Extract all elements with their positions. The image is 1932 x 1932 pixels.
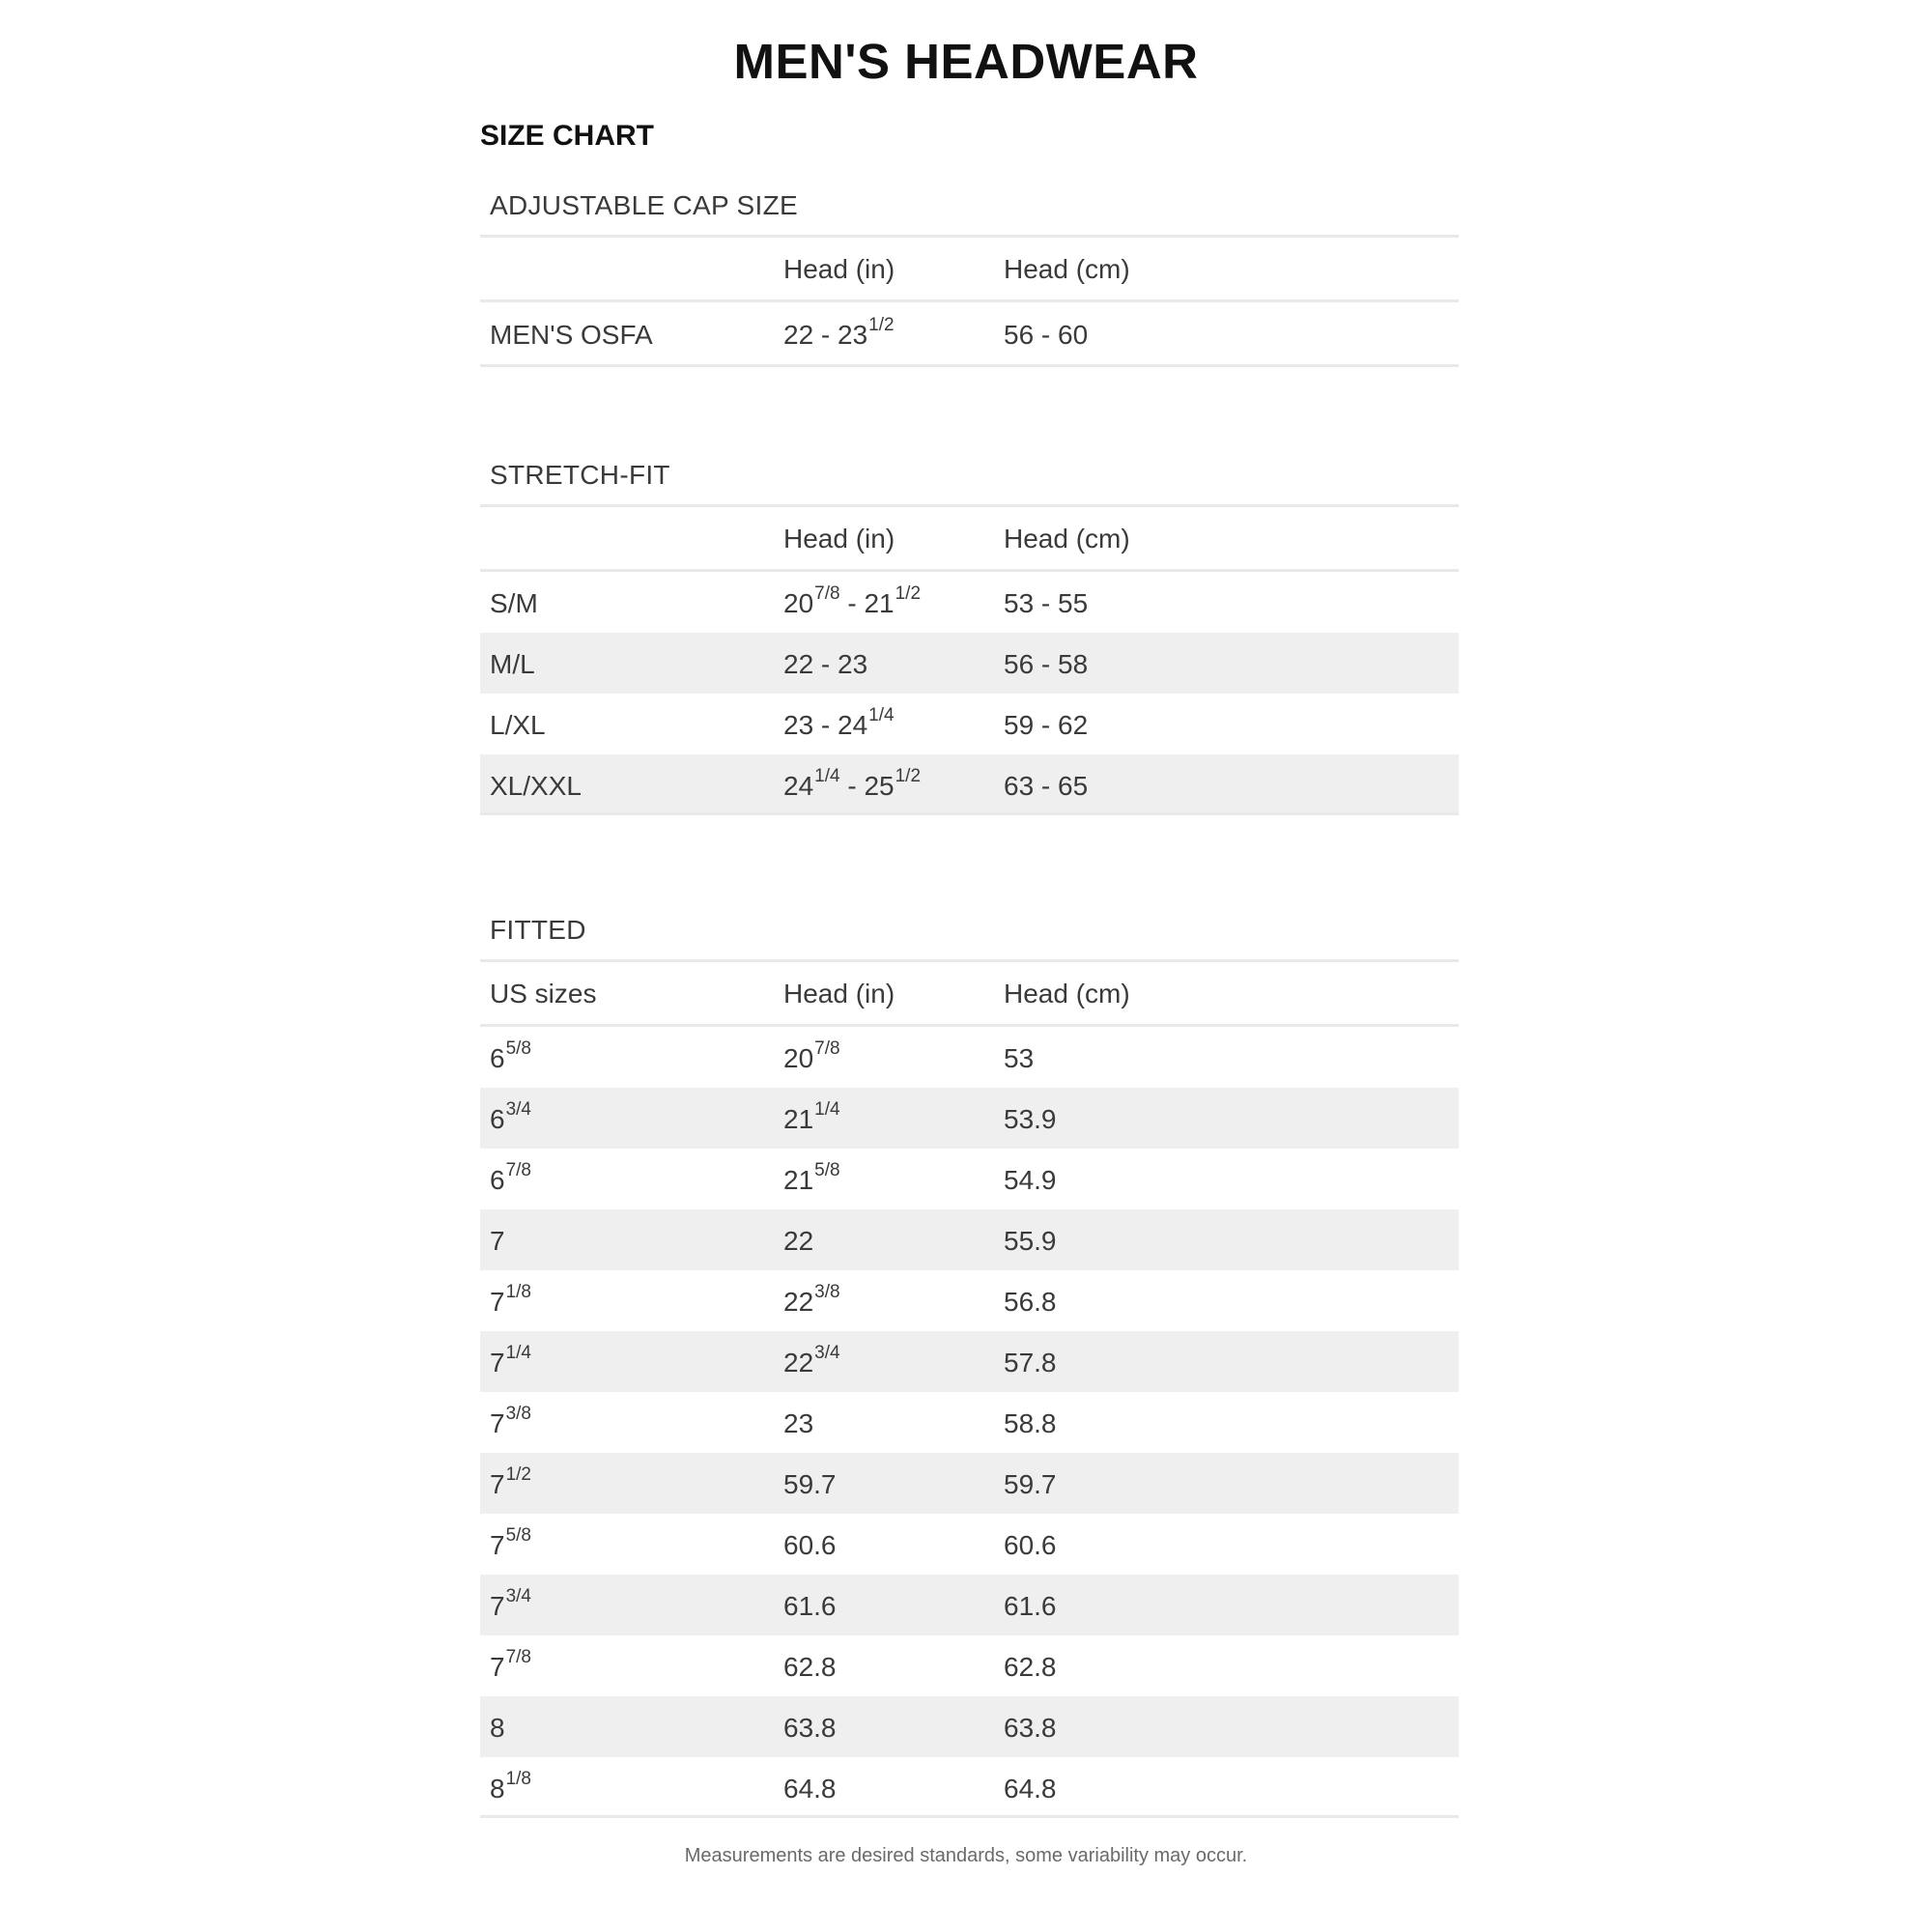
us-size-value: 8: [490, 1713, 505, 1743]
us-size-value: 7: [490, 1591, 505, 1621]
head-in-cell: [774, 572, 994, 633]
us-size-fraction: 5/8: [505, 1037, 531, 1059]
head-cm-cell: 53: [1004, 1043, 1035, 1073]
head-in-cell: [774, 1453, 994, 1514]
fitted-table-body: [480, 1027, 1459, 1818]
us-size-value: 7: [490, 1530, 505, 1560]
head-in-value: 61.6: [783, 1591, 837, 1621]
us-size-value: 7: [490, 1348, 505, 1378]
stretch-header-row: [480, 507, 1459, 572]
head-in-cell: [774, 1027, 994, 1088]
us-size-cell: [480, 1757, 774, 1815]
head-in-value: 23: [783, 1408, 814, 1438]
table-row: [480, 694, 1459, 754]
head-in-value: 23 - 24: [783, 710, 868, 740]
table-row: [480, 1635, 1459, 1696]
size-chart-heading: SIZE CHART: [480, 120, 654, 152]
page-title: MEN'S HEADWEAR: [733, 34, 1199, 89]
head-in-cell: [774, 1088, 994, 1149]
head-cm-cell: 58.8: [1004, 1408, 1057, 1438]
us-size-fraction: 3/8: [505, 1403, 531, 1424]
us-size-fraction: 1/2: [505, 1463, 531, 1485]
adjustable-header-row: [480, 238, 1459, 302]
head-in-cell: [774, 1575, 994, 1635]
us-size-value: 7: [490, 1408, 505, 1438]
us-size-cell: [480, 1027, 774, 1088]
head-cm-cell: 57.8: [1004, 1348, 1057, 1378]
us-size-value: 6: [490, 1165, 505, 1195]
head-in-cell: [774, 694, 994, 754]
header-head-cm: Head (cm): [1004, 524, 1130, 554]
us-size-cell: [480, 1514, 774, 1575]
table-row: [480, 1027, 1459, 1088]
head-in-value: 24: [783, 771, 814, 801]
adjustable-cap-table: [480, 173, 1459, 367]
header-head-in: Head (in): [783, 524, 895, 554]
table-row: [480, 1270, 1459, 1331]
table-row: [480, 1696, 1459, 1757]
table-row: [480, 1331, 1459, 1392]
head-cm-cell: 61.6: [1004, 1591, 1057, 1621]
us-size-fraction: 1/8: [505, 1768, 531, 1789]
head-in-cell: [774, 1392, 994, 1453]
head-cm-cell: 53 - 55: [1004, 588, 1089, 618]
us-size-cell: [480, 1209, 774, 1270]
stretch-fit-table: [480, 442, 1459, 815]
us-size-value: 8: [490, 1774, 505, 1804]
head-in-fraction: 3/8: [814, 1281, 840, 1302]
table-row: [480, 1453, 1459, 1514]
us-size-fraction: 5/8: [505, 1524, 531, 1546]
table-row: [480, 302, 1459, 367]
head-in-value: 20: [783, 1043, 814, 1073]
head-in-value: 21: [783, 1165, 814, 1195]
table-row: [480, 754, 1459, 815]
head-in-fraction-max: 1/2: [895, 765, 922, 786]
us-size-cell: [480, 1270, 774, 1331]
us-size-fraction: 1/4: [505, 1342, 531, 1363]
head-in-value: 22: [783, 1348, 814, 1378]
head-cm-cell: 62.8: [1004, 1652, 1057, 1682]
head-in-cell: [774, 1696, 994, 1757]
head-in-value: 62.8: [783, 1652, 837, 1682]
us-size-cell: [480, 1696, 774, 1757]
measurement-disclaimer: Measurements are desired standards, some variability may occur.: [684, 1845, 1248, 1866]
header-head-cm: Head (cm): [1004, 979, 1130, 1009]
head-cm-cell: 64.8: [1004, 1774, 1057, 1804]
head-in-cell: [774, 1514, 994, 1575]
head-in-cell: [774, 1209, 994, 1270]
fitted-header-row: [480, 962, 1459, 1027]
us-size-cell: [480, 1331, 774, 1392]
table-row: [480, 1757, 1459, 1818]
head-in-fraction: 3/4: [814, 1342, 840, 1363]
size-cell: S/M: [490, 588, 538, 618]
head-in-value: 59.7: [783, 1469, 837, 1499]
head-in-cell: [774, 1757, 994, 1815]
head-in-fraction: 7/8: [814, 582, 840, 604]
head-in-cell: [774, 302, 994, 364]
fitted-table: [480, 897, 1459, 1818]
table-row: [480, 1209, 1459, 1270]
head-in-value: 64.8: [783, 1774, 837, 1804]
table-row: [480, 1575, 1459, 1635]
head-in-cell: [774, 1635, 994, 1696]
head-cm-cell: 54.9: [1004, 1165, 1057, 1195]
head-in-fraction: 1/4: [814, 765, 840, 786]
head-cm-cell: 55.9: [1004, 1226, 1057, 1256]
us-size-fraction: 7/8: [505, 1159, 531, 1180]
table-row: [480, 1149, 1459, 1209]
head-in-fraction-max: 1/2: [895, 582, 922, 604]
us-size-value: 6: [490, 1104, 505, 1134]
us-size-cell: [480, 1088, 774, 1149]
us-size-cell: [480, 1635, 774, 1696]
head-in-value-max: - 25: [839, 771, 895, 801]
head-in-cell: [774, 633, 994, 694]
header-head-in: Head (in): [783, 979, 895, 1009]
head-in-value: 22 - 23: [783, 320, 868, 350]
head-in-value: 20: [783, 588, 814, 618]
table-row: [480, 1392, 1459, 1453]
head-in-fraction: 7/8: [814, 1037, 840, 1059]
header-head-cm: Head (cm): [1004, 254, 1130, 284]
us-size-value: 7: [490, 1287, 505, 1317]
us-size-fraction: 3/4: [505, 1098, 531, 1120]
head-in-cell: [774, 1149, 994, 1209]
header-us-sizes: US sizes: [490, 979, 597, 1009]
head-cm-cell: 56 - 60: [1004, 320, 1089, 350]
size-cell: L/XL: [490, 710, 546, 740]
adjustable-section-title: ADJUSTABLE CAP SIZE: [480, 173, 1459, 238]
head-in-fraction: 1/2: [868, 314, 895, 335]
head-cm-cell: 59 - 62: [1004, 710, 1089, 740]
size-cell: MEN'S OSFA: [490, 320, 653, 350]
head-cm-cell: 59.7: [1004, 1469, 1057, 1499]
head-cm-cell: 63.8: [1004, 1713, 1057, 1743]
head-in-cell: [774, 1270, 994, 1331]
stretch-section-title: STRETCH-FIT: [480, 442, 1459, 507]
head-in-value: 21: [783, 1104, 814, 1134]
us-size-fraction: 1/8: [505, 1281, 531, 1302]
head-cm-cell: 53.9: [1004, 1104, 1057, 1134]
head-in-fraction: 5/8: [814, 1159, 840, 1180]
us-size-value: 7: [490, 1226, 505, 1256]
table-row: [480, 633, 1459, 694]
header-size: [480, 238, 774, 299]
us-size-value: 7: [490, 1469, 505, 1499]
head-in-value-max: - 21: [839, 588, 895, 618]
us-size-cell: [480, 1453, 774, 1514]
head-in-cell: [774, 1331, 994, 1392]
us-size-cell: [480, 1149, 774, 1209]
us-size-fraction: 3/4: [505, 1585, 531, 1606]
head-in-value: 63.8: [783, 1713, 837, 1743]
us-size-value: 7: [490, 1652, 505, 1682]
table-row: [480, 572, 1459, 633]
us-size-value: 6: [490, 1043, 505, 1073]
head-cm-cell: 63 - 65: [1004, 771, 1089, 801]
table-row: [480, 1514, 1459, 1575]
header-head-in: Head (in): [783, 254, 895, 284]
table-row: [480, 1088, 1459, 1149]
size-cell: XL/XXL: [490, 771, 582, 801]
us-size-cell: [480, 1575, 774, 1635]
head-in-value: 22: [783, 1226, 814, 1256]
header-size: [480, 507, 774, 569]
fitted-section-title: FITTED: [480, 897, 1459, 962]
head-in-value: 60.6: [783, 1530, 837, 1560]
head-in-value: 22: [783, 1287, 814, 1317]
head-cm-cell: 56.8: [1004, 1287, 1057, 1317]
size-cell: M/L: [490, 649, 535, 679]
us-size-fraction: 7/8: [505, 1646, 531, 1667]
head-in-value: 22 - 23: [783, 649, 868, 679]
head-cm-cell: 60.6: [1004, 1530, 1057, 1560]
head-in-fraction: 1/4: [868, 704, 895, 725]
head-cm-cell: 56 - 58: [1004, 649, 1089, 679]
us-size-cell: [480, 1392, 774, 1453]
head-in-fraction: 1/4: [814, 1098, 840, 1120]
head-in-cell: [774, 754, 994, 812]
